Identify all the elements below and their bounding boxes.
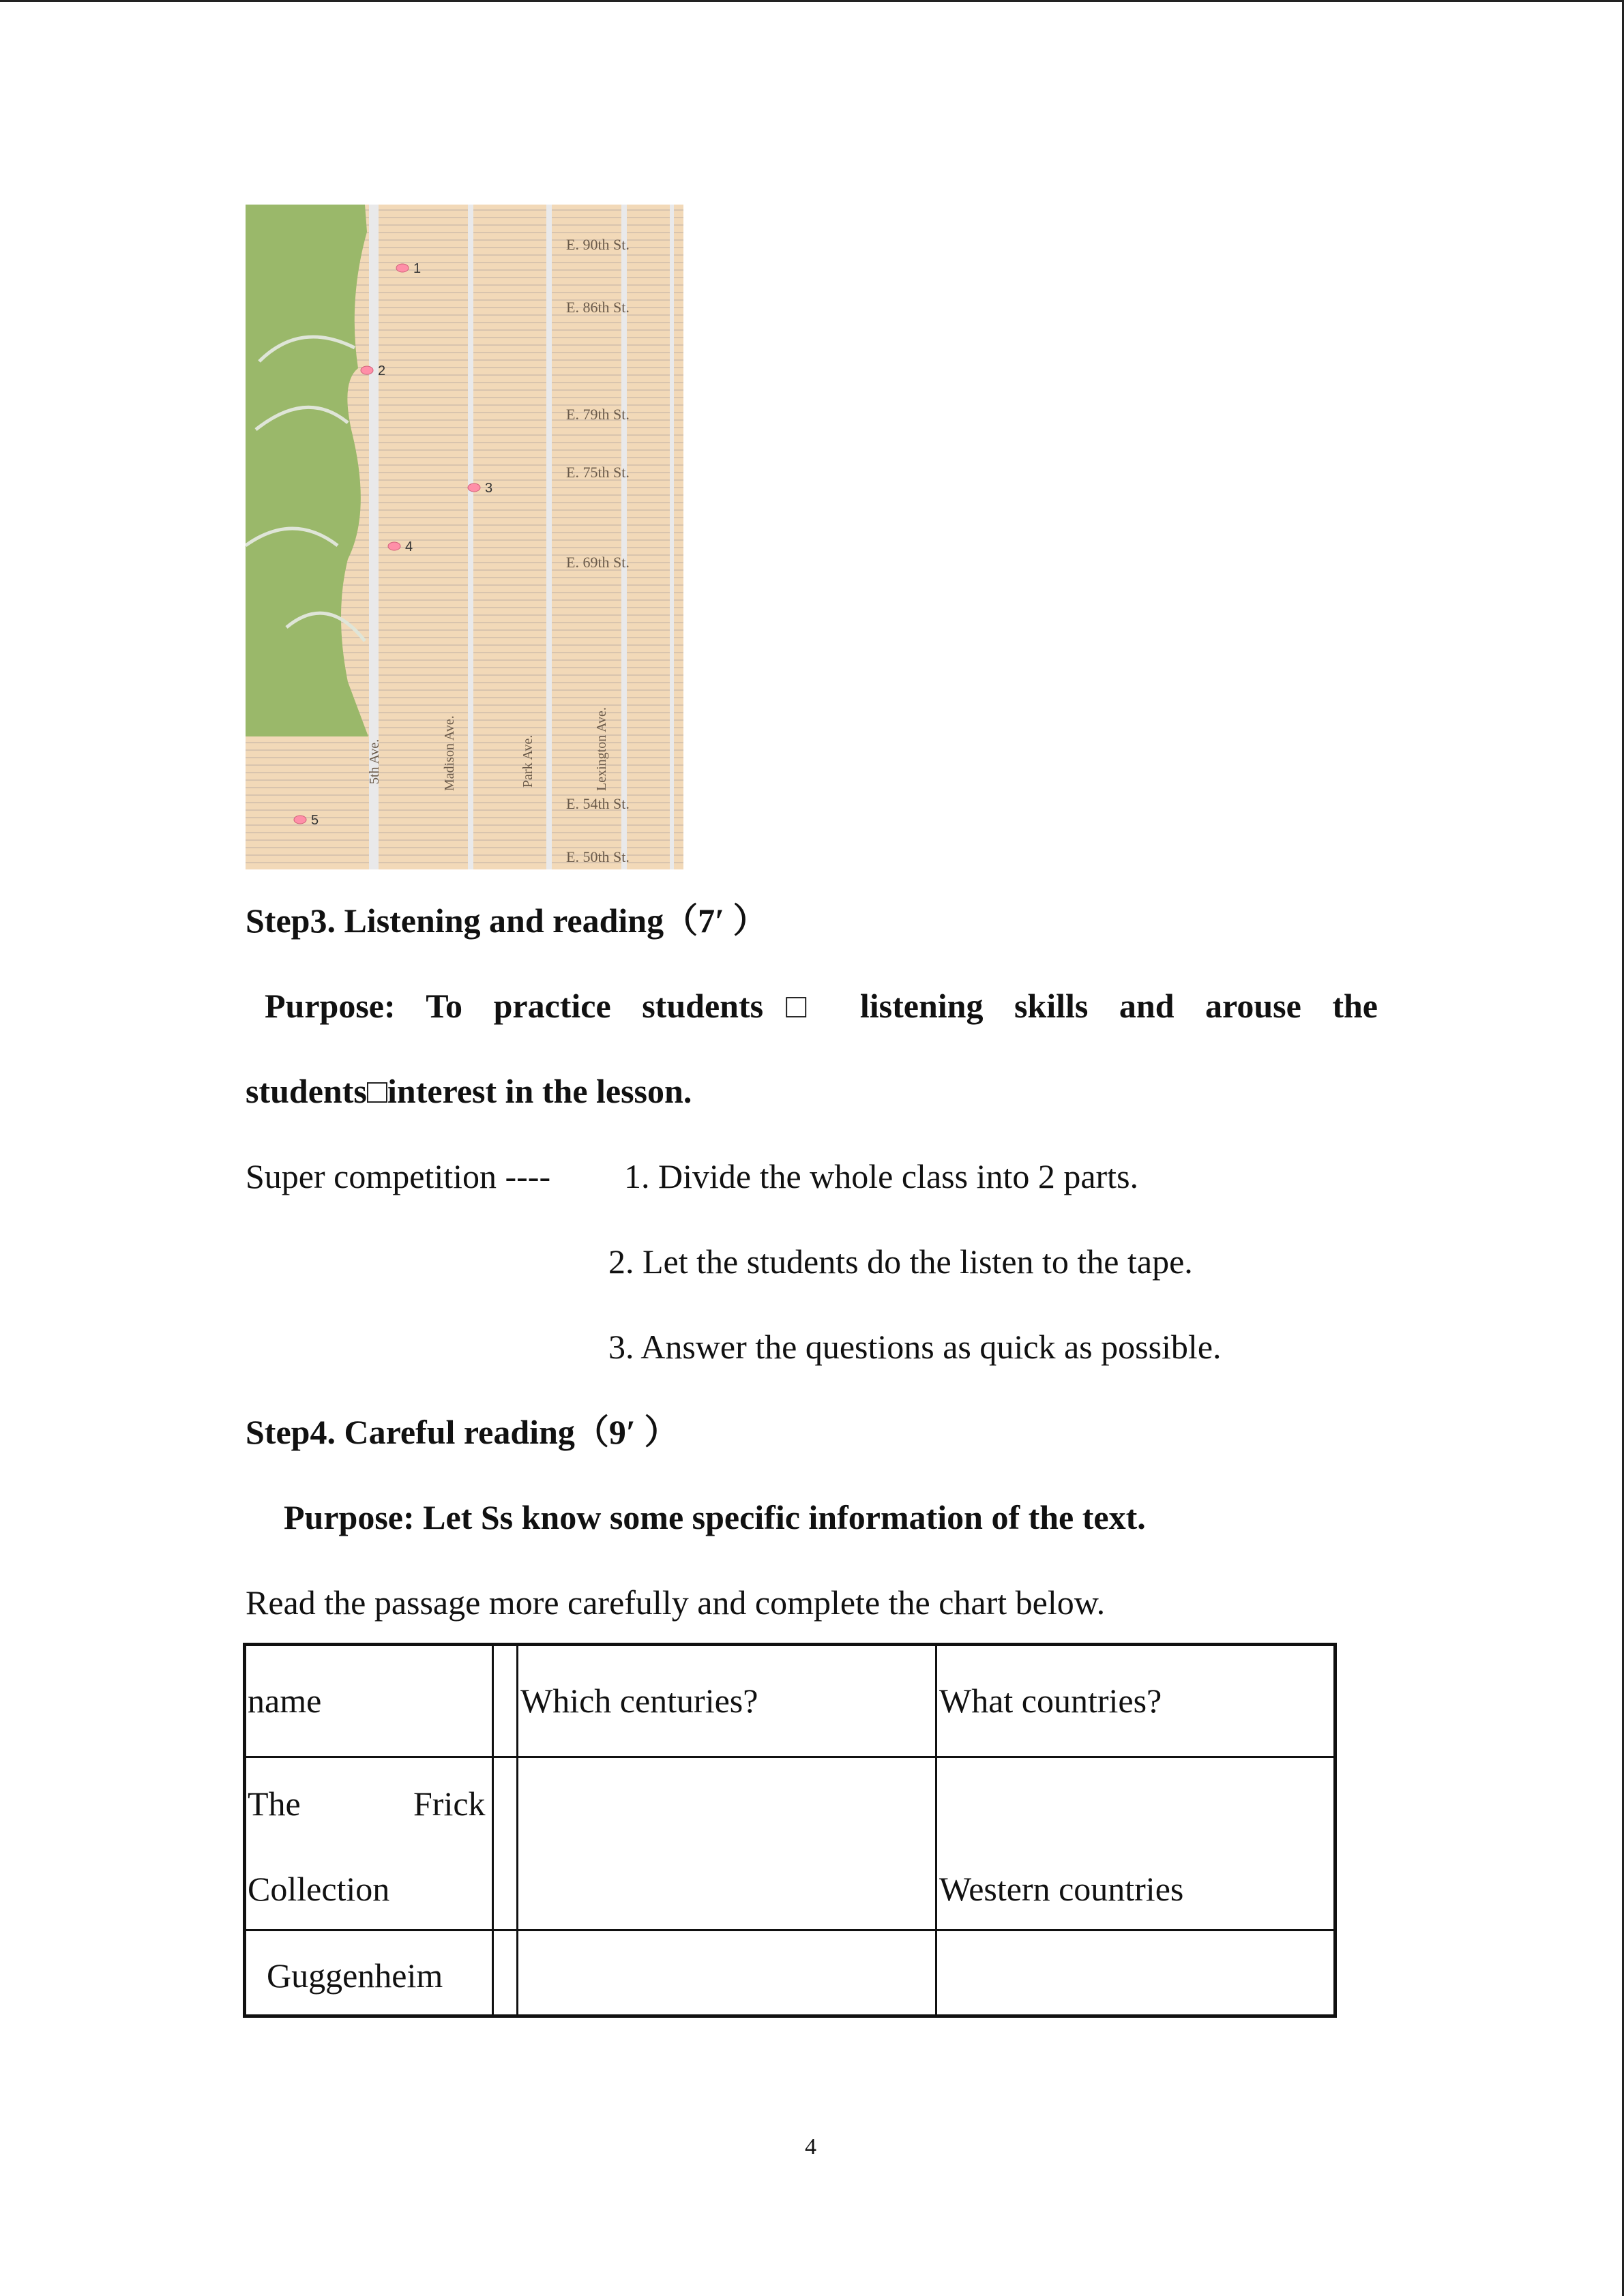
header-centuries: Which centuries? xyxy=(520,1682,758,1720)
museum-marker xyxy=(361,366,373,374)
row2-name: Guggenheim xyxy=(267,1956,443,1995)
table-col-divider xyxy=(935,1646,937,2014)
competition-item-2: 2. Let the students do the listen to the tape. xyxy=(608,1242,1193,1281)
museum-marker-number: 2 xyxy=(378,363,386,378)
museum-marker xyxy=(396,264,409,272)
museum-map xyxy=(246,205,683,869)
info-chart-table xyxy=(243,1643,1337,2018)
row1-name-word1: The xyxy=(248,1785,301,1823)
avenue-label: 5th Ave. xyxy=(367,739,382,784)
museum-marker-number: 3 xyxy=(485,481,493,496)
street-label: E. 86th St. xyxy=(566,299,630,316)
street-label: E. 54th St. xyxy=(566,795,630,812)
street-label: E. 50th St. xyxy=(566,848,630,865)
competition-item-1: 1. Divide the whole class into 2 parts. xyxy=(624,1157,1139,1195)
header-name: name xyxy=(248,1682,322,1720)
museum-marker-number: 4 xyxy=(405,539,413,554)
step3-purpose-line2: students□interest in the lesson. xyxy=(246,1072,692,1110)
competition-label: Super competition ---- xyxy=(246,1157,551,1195)
street-label: E. 90th St. xyxy=(566,236,630,253)
step3-purpose-line1: Purpose: To practice students□ listening skills and arouse the xyxy=(265,987,1378,1025)
street-label: E. 79th St. xyxy=(566,406,630,423)
step3-heading: Step3. Listening and reading（7′ ） xyxy=(246,901,767,940)
page-top-border xyxy=(0,0,1624,2)
avenue-label: Madison Ave. xyxy=(442,715,457,791)
museum-marker-number: 5 xyxy=(311,813,319,828)
museum-marker xyxy=(468,483,480,492)
avenue-road xyxy=(468,205,473,869)
table-col-divider xyxy=(516,1646,518,2014)
step4-purpose: Purpose: Let Ss know some specific information of the text. xyxy=(284,1498,1146,1536)
museum-marker-number: 1 xyxy=(413,261,422,276)
competition-item-3: 3. Answer the questions as quick as possible. xyxy=(608,1328,1222,1366)
street-label: E. 69th St. xyxy=(566,554,630,571)
page-number: 4 xyxy=(805,2134,816,2160)
table-col-divider xyxy=(492,1646,494,2014)
avenue-road xyxy=(546,205,552,869)
map-graphic xyxy=(246,205,683,869)
step4-instruction: Read the passage more carefully and complete the chart below. xyxy=(246,1583,1106,1622)
table-row-divider xyxy=(246,1929,1333,1931)
museum-marker xyxy=(294,816,306,824)
avenue-label: Lexington Ave. xyxy=(594,707,609,791)
header-countries: What countries? xyxy=(939,1682,1162,1720)
step4-heading: Step4. Careful reading（9′ ） xyxy=(246,1413,679,1451)
table-row-divider xyxy=(246,1756,1333,1758)
row1-name-word2: Frick xyxy=(413,1785,486,1823)
row1-name-line2: Collection xyxy=(248,1870,390,1908)
avenue-label: Park Ave. xyxy=(520,734,535,788)
street-label: E. 75th St. xyxy=(566,464,630,481)
row1-countries: Western countries xyxy=(939,1870,1184,1908)
museum-marker xyxy=(388,542,400,550)
avenue-road xyxy=(670,205,674,869)
